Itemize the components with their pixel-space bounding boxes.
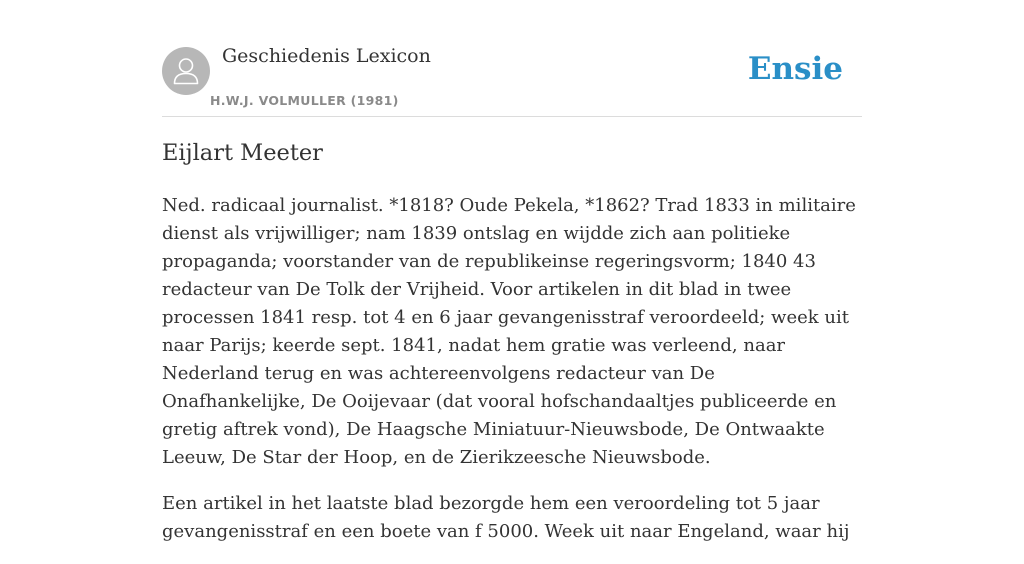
source-header (162, 38, 862, 117)
entry-title: Eijlart Meeter (162, 140, 323, 166)
brand-logo[interactable]: Ensie (747, 51, 843, 87)
entry-paragraph: Een artikel in het laatste blad bezorgde hem een veroordeling tot 5 jaar gevangenisstraf en een boete van f 5000. Week uit naar Engeland, waar hij (162, 493, 850, 542)
source-title[interactable]: Geschiedenis Lexicon (222, 45, 431, 67)
entry-body (162, 192, 862, 564)
entry-paragraph: Ned. radicaal journalist. *1818? Oude Pekela, *1862? Trad 1833 in militaire dienst als vrijwilliger; nam 1839 ontslag en wijdde zich aan politieke propaganda; voorstander van de republikeinse regeringsvorm; 1840 43 redacteur van De Tolk der Vrijheid. Voor artikelen in dit blad in twee processen 1841 resp. tot 4 en 6 jaar gevangenisstraf veroordeeld; week uit naar Parijs; keerde sept. 1841, nadat hem gratie was verleend, naar Nederland terug en was achtereenvolgens redacteur van De Onafhankelijke, De Ooijevaar (dat vooral hofschandaaltjes publiceerde en gretig aftrek vond), De Haagsche Miniatuur-Nieuwsbode, De Ontwaakte Leeuw, De Star der Hoop, en de Zierikzeesche Nieuwsbode. (162, 195, 856, 468)
source-author[interactable]: H.W.J. VOLMULLER (1981) (210, 93, 399, 108)
user-avatar-icon (162, 47, 210, 95)
